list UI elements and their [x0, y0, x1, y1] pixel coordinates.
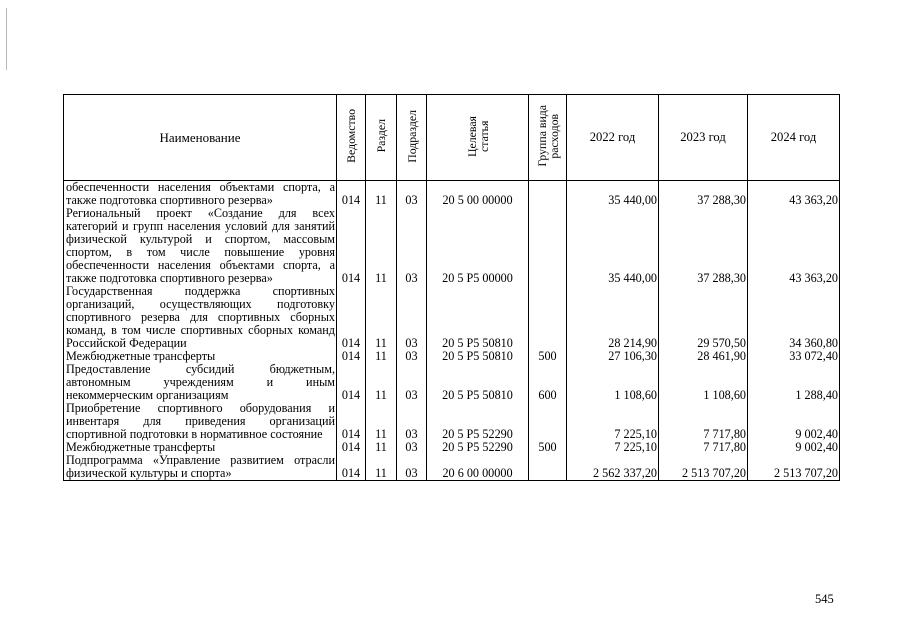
row-name: Региональный проект «Создание для всех категорий и групп населения условий для занятий физической культурой и спортом, массовым спортом, в том числе повышение уровня обеспеченности населения объектами спорта, а также подготовка спортивного резерва» [64, 207, 337, 285]
row-target: 20 5 00 00000 [427, 181, 529, 208]
row-subsection: 03 [397, 207, 427, 285]
header-section [366, 95, 397, 181]
row-expense [529, 181, 567, 208]
row-expense [529, 402, 567, 441]
row-dept: 014 [337, 181, 366, 208]
row-2024: 33 072,40 [748, 350, 840, 363]
row-expense: 600 [529, 363, 567, 402]
header-expense [529, 95, 567, 181]
row-section: 11 [366, 207, 397, 285]
row-name: Подпрограмма «Управление развитием отрасли физической культуры и спорта» [64, 454, 337, 481]
row-2023: 37 288,30 [659, 181, 748, 208]
row-section: 11 [366, 363, 397, 402]
row-2024: 43 363,20 [748, 181, 840, 208]
header-2022: 2022 год [567, 95, 659, 181]
row-dept: 014 [337, 363, 366, 402]
header-expense-line1: Группа вида [534, 105, 549, 167]
row-2022: 7 225,10 [567, 441, 659, 454]
row-target: 20 5 P5 52290 [427, 441, 529, 454]
row-name: Межбюджетные трансферты [64, 350, 337, 363]
row-2023: 37 288,30 [659, 207, 748, 285]
row-section: 11 [366, 350, 397, 363]
table-row [64, 181, 840, 208]
row-name: Приобретение спортивного оборудования и инвентаря для приведения организаций спортивной подготовки в нормативное состояние [64, 402, 337, 441]
row-target: 20 5 P5 50810 [427, 350, 529, 363]
table-row [64, 402, 840, 441]
row-section: 11 [366, 285, 397, 350]
row-dept: 014 [337, 350, 366, 363]
row-2023: 2 513 707,20 [659, 454, 748, 481]
row-expense: 500 [529, 441, 567, 454]
scan-margin-mark [6, 8, 7, 70]
row-expense [529, 285, 567, 350]
row-2022: 35 440,00 [567, 181, 659, 208]
table-row [64, 285, 840, 350]
row-2023: 7 717,80 [659, 441, 748, 454]
table-row [64, 363, 840, 402]
row-2024: 2 513 707,20 [748, 454, 840, 481]
header-expense-label [536, 105, 560, 167]
row-subsection: 03 [397, 363, 427, 402]
row-dept: 014 [337, 285, 366, 350]
row-2022: 35 440,00 [567, 207, 659, 285]
table-row [64, 454, 840, 481]
row-2024: 1 288,40 [748, 363, 840, 402]
row-target: 20 5 P5 00000 [427, 207, 529, 285]
row-name: Межбюджетные трансферты [64, 441, 337, 454]
row-dept: 014 [337, 441, 366, 454]
row-2024: 34 360,80 [748, 285, 840, 350]
row-subsection: 03 [397, 454, 427, 481]
row-name: обеспеченности населения объектами спорта, а также подготовка спортивного резерва» [64, 181, 337, 208]
row-section: 11 [366, 454, 397, 481]
row-target: 20 5 P5 52290 [427, 402, 529, 441]
row-section: 11 [366, 441, 397, 454]
row-expense [529, 207, 567, 285]
row-subsection: 03 [397, 402, 427, 441]
row-subsection: 03 [397, 285, 427, 350]
header-expense-line2: расходов [546, 113, 561, 159]
row-subsection: 03 [397, 441, 427, 454]
row-name: Предоставление субсидий бюджетным, автономным учреждениям и иным некоммерческим организациям [64, 363, 337, 402]
row-expense: 500 [529, 350, 567, 363]
row-name: Государственная поддержка спортивных организаций, осуществляющих подготовку спортивного резерва для спортивных сборных команд, в том числе спортивных сборных команд Российской Федерации [64, 285, 337, 350]
header-subsection-label: Подраздел [404, 109, 419, 163]
row-subsection: 03 [397, 181, 427, 208]
row-subsection: 03 [397, 350, 427, 363]
row-expense [529, 454, 567, 481]
row-target: 20 6 00 00000 [427, 454, 529, 481]
row-2024: 9 002,40 [748, 441, 840, 454]
row-2023: 7 717,80 [659, 402, 748, 441]
row-2023: 1 108,60 [659, 363, 748, 402]
row-2024: 43 363,20 [748, 207, 840, 285]
row-dept: 014 [337, 454, 366, 481]
row-2022: 2 562 337,20 [567, 454, 659, 481]
row-target: 20 5 P5 50810 [427, 285, 529, 350]
row-section: 11 [366, 402, 397, 441]
table-header-row [64, 95, 840, 181]
row-2022: 1 108,60 [567, 363, 659, 402]
header-dept [337, 95, 366, 181]
row-2022: 7 225,10 [567, 402, 659, 441]
table-row [64, 207, 840, 285]
header-target-label [466, 116, 490, 157]
row-section: 11 [366, 181, 397, 208]
row-2022: 28 214,90 [567, 285, 659, 350]
row-2023: 29 570,50 [659, 285, 748, 350]
header-2024: 2024 год [748, 95, 840, 181]
header-target-line2: статья [476, 120, 491, 152]
row-2022: 27 106,30 [567, 350, 659, 363]
header-2023: 2023 год [659, 95, 748, 181]
row-dept: 014 [337, 207, 366, 285]
header-subsection [397, 95, 427, 181]
header-target [427, 95, 529, 181]
page-number: 545 [815, 592, 834, 606]
row-dept: 014 [337, 402, 366, 441]
row-target: 20 5 P5 50810 [427, 363, 529, 402]
header-target-line1: Целевая [464, 115, 479, 157]
row-2023: 28 461,90 [659, 350, 748, 363]
header-dept-label: Ведомство [344, 109, 358, 163]
budget-table [63, 94, 840, 481]
header-name: Наименование [64, 95, 337, 181]
header-section-label: Раздел [374, 119, 388, 153]
row-2024: 9 002,40 [748, 402, 840, 441]
